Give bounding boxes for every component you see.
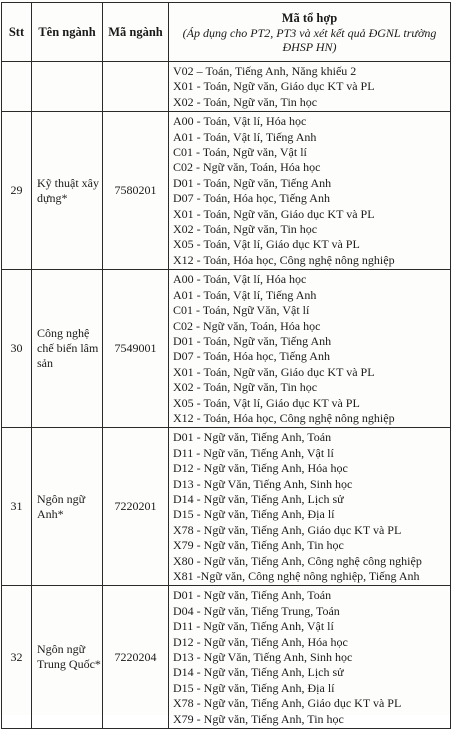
combo-item: X01 - Toán, Ngữ văn, Giáo dục KT và PL	[173, 364, 375, 379]
combo-item: V02 – Toán, Tiếng Anh, Năng khiếu 2	[173, 64, 357, 78]
row-major-name: Kỹ thuật xây dựng*	[32, 112, 103, 270]
row-major-code: 7220204	[103, 586, 169, 729]
header-stt: Stt	[2, 3, 32, 62]
header-combo-note: (Áp dụng cho PT2, PT3 và xét kết quả ĐGNL trường ĐHSP HN)	[182, 25, 437, 54]
header-combo	[169, 3, 451, 62]
combo-item: D15 - Ngữ văn, Tiếng Anh, Địa lí	[173, 507, 335, 522]
row-major-name: Ngôn ngữ Anh*	[32, 428, 103, 586]
combo-item: X05 - Toán, Vật lí, Giáo dục KT và PL	[173, 237, 360, 252]
row-stt: 30	[2, 270, 32, 428]
admission-table	[1, 2, 451, 729]
table-row	[2, 428, 451, 586]
row-stt: 29	[2, 112, 32, 270]
combo-item: A01 - Toán, Vật lí, Tiếng Anh	[173, 287, 317, 302]
combo-item: X79 - Ngữ văn, Tiếng Anh, Tin học	[173, 711, 344, 726]
row-major-name: Công nghệ chế biến lâm sản	[32, 270, 103, 428]
row-stt: 32	[2, 586, 32, 729]
combo-item: C02 - Ngữ văn, Toán, Hóa học	[173, 318, 321, 333]
combo-item: D12 - Ngữ văn, Tiếng Anh, Hóa học	[173, 461, 348, 476]
combo-item: D01 - Ngữ văn, Tiếng Anh, Toán	[173, 430, 332, 445]
combo-item: D01 - Toán, Ngữ văn, Tiếng Anh	[173, 333, 332, 348]
combo-item: D11 - Ngữ văn, Tiếng Anh, Vật lí	[173, 619, 334, 634]
combo-item: X12 - Toán, Hóa học, Công nghệ nông nghiệp	[173, 252, 395, 267]
combo-item: D04 - Ngữ văn, Tiếng Trung, Toán	[173, 603, 340, 618]
combo-item: A01 - Toán, Vật lí, Tiếng Anh	[173, 129, 317, 144]
combo-item: X05 - Toán, Vật lí, Giáo dục KT và PL	[173, 395, 360, 410]
row-stt: 31	[2, 428, 32, 586]
combo-item: D01 - Toán, Ngữ văn, Tiếng Anh	[173, 175, 332, 190]
combo-item: X80 - Ngữ văn, Tiếng Anh, Công nghệ công nghiệp	[173, 553, 422, 568]
table-header-row	[2, 3, 451, 62]
combo-item: D15 - Ngữ văn, Tiếng Anh, Địa lí	[173, 680, 335, 695]
header-code: Mã ngành	[103, 3, 169, 62]
row-combos	[169, 586, 451, 729]
combo-item: X78 - Ngữ văn, Tiếng Anh, Giáo dục KT và PL	[173, 696, 402, 711]
row-major-code	[103, 62, 169, 112]
header-combo-title: Mã tổ hợp	[281, 10, 338, 25]
header-name: Tên ngành	[32, 3, 103, 62]
combo-item: C01 - Toán, Ngữ Văn, Vật lí	[173, 303, 310, 318]
row-combos	[169, 428, 451, 586]
combo-item: D14 - Ngữ văn, Tiếng Anh, Lịch sử	[173, 665, 344, 680]
combo-item: X79 - Ngữ văn, Tiếng Anh, Tin học	[173, 538, 344, 553]
row-stt	[2, 62, 32, 112]
combo-item: D13 - Ngữ Văn, Tiếng Anh, Sinh học	[173, 650, 353, 665]
combo-item: X01 - Toán, Ngữ văn, Giáo dục KT và PL	[173, 206, 375, 221]
combo-item: X81 -Ngữ văn, Công nghệ nông nghiệp, Tiếng Anh	[173, 569, 420, 583]
combo-item: X01 - Toán, Ngữ văn, Giáo dục KT và PL	[173, 79, 375, 94]
combo-item: X78 - Ngữ văn, Tiếng Anh, Giáo dục KT và PL	[173, 522, 402, 537]
row-combos	[169, 270, 451, 428]
combo-item: X12 - Toán, Hóa học, Công nghệ nông nghiệp	[173, 410, 395, 425]
row-major-name: Ngôn ngữ Trung Quốc*	[32, 586, 103, 729]
table-row	[2, 62, 451, 112]
combo-item: D12 - Ngữ văn, Tiếng Anh, Hóa học	[173, 634, 348, 649]
row-major-code: 7549001	[103, 270, 169, 428]
row-combos	[169, 62, 451, 112]
combo-item: D07 - Toán, Hóa học, Tiếng Anh	[173, 191, 330, 206]
table-row	[2, 112, 451, 270]
combo-item: A00 - Toán, Vật lí, Hóa học	[173, 272, 307, 287]
combo-item: X02 - Toán, Ngữ văn, Tin học	[173, 380, 318, 395]
combo-item: X02 - Toán, Ngữ văn, Tin học	[173, 222, 318, 237]
combo-item: D14 - Ngữ văn, Tiếng Anh, Lịch sử	[173, 491, 344, 506]
combo-item: D01 - Ngữ văn, Tiếng Anh, Toán	[173, 588, 332, 603]
combo-item: D07 - Toán, Hóa học, Tiếng Anh	[173, 349, 330, 364]
table-row	[2, 270, 451, 428]
combo-item: X02 - Toán, Ngữ văn, Tin học	[173, 94, 318, 109]
row-major-code: 7580201	[103, 112, 169, 270]
combo-item: D13 - Ngữ Văn, Tiếng Anh, Sinh học	[173, 476, 353, 491]
row-major-code: 7220201	[103, 428, 169, 586]
combo-item: D11 - Ngữ văn, Tiếng Anh, Vật lí	[173, 445, 334, 460]
row-major-name	[32, 62, 103, 112]
combo-item: A00 - Toán, Vật lí, Hóa học	[173, 114, 307, 129]
combo-item: C02 - Ngữ văn, Toán, Hóa học	[173, 160, 321, 175]
row-combos	[169, 112, 451, 270]
combo-item: C01 - Toán, Ngữ văn, Vật lí	[173, 145, 307, 160]
table-row	[2, 586, 451, 729]
